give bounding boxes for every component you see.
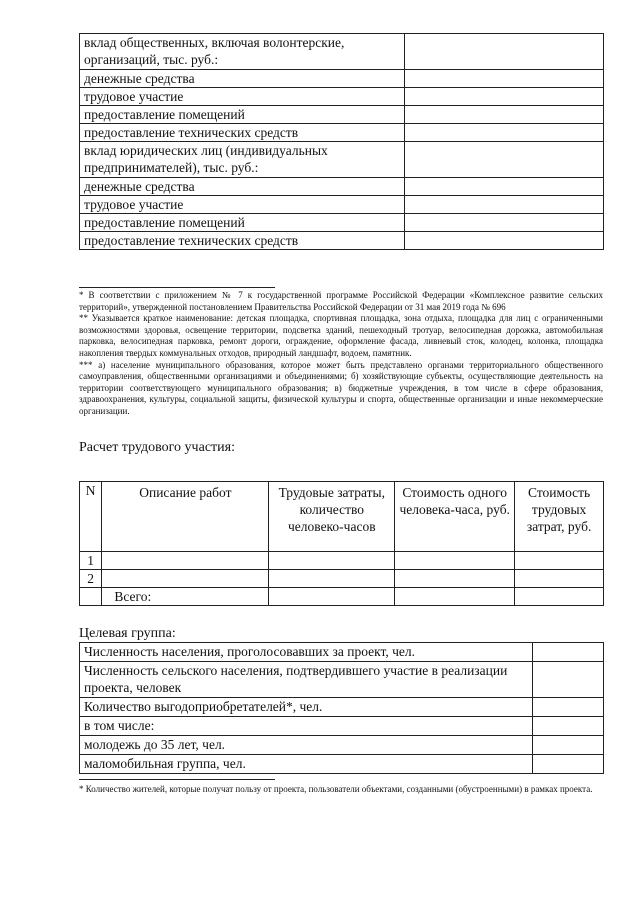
table-row — [80, 196, 604, 214]
target-group-table — [79, 642, 604, 774]
table-row — [80, 142, 604, 178]
total-cost-cell[interactable] — [515, 570, 604, 588]
row-label: Численность населения, проголосовавших за проект, чел. — [80, 643, 533, 662]
header-n: N — [80, 482, 102, 552]
total-cost-cell[interactable] — [515, 552, 604, 570]
table-row — [80, 124, 604, 142]
labor-table — [79, 481, 604, 606]
row-value-cell[interactable] — [532, 698, 603, 717]
table-row — [80, 643, 604, 662]
row-value-cell[interactable] — [405, 232, 604, 250]
row-value-cell[interactable] — [405, 124, 604, 142]
row-label: вклад общественных, включая волонтерские, организаций, тыс. руб.: — [80, 34, 405, 70]
row-value-cell[interactable] — [405, 88, 604, 106]
row-label: предоставление технических средств — [80, 232, 405, 250]
row-value-cell[interactable] — [405, 106, 604, 124]
contributions-table — [79, 33, 604, 250]
table-row — [80, 736, 604, 755]
row-value-cell[interactable] — [405, 142, 604, 178]
row-value-cell[interactable] — [405, 70, 604, 88]
footnotes-bottom — [79, 783, 603, 795]
table-row — [80, 662, 604, 698]
header-description: Описание работ — [102, 482, 269, 552]
total-labor-costs-cell[interactable] — [269, 588, 395, 606]
row-number: 2 — [80, 570, 102, 588]
row-label: молодежь до 35 лет, чел. — [80, 736, 533, 755]
table-row — [80, 552, 604, 570]
row-label: денежные средства — [80, 70, 405, 88]
row-label: вклад юридических лиц (индивидуальных предпринимателей), тыс. руб.: — [80, 142, 405, 178]
table-total-row — [80, 588, 604, 606]
row-label: предоставление технических средств — [80, 124, 405, 142]
target-group-caption: Целевая группа: — [79, 626, 176, 641]
row-value-cell[interactable] — [405, 34, 604, 70]
total-cost-sum-cell[interactable] — [515, 588, 604, 606]
table-row — [80, 214, 604, 232]
table-row — [80, 698, 604, 717]
footnote-divider — [79, 287, 275, 288]
row-label: предоставление помещений — [80, 214, 405, 232]
row-value-cell[interactable] — [532, 662, 603, 698]
footnote: ** Указывается краткое наименование: детская площадка, спортивная площадка, зона отдыха, площадка для лиц с ограниченными возможностями здоровья, освещение территории, подсветка зданий, пешеходный тротуар, велосипедная дорожка, автомобильная парковка, велосипедная парковка, ремонт дороги, ограждение, оформление фасада, ливневый сток, колодец, колонка, площадка накопления твердых коммунальных отходов, природный ландшафт, водоем, памятник. — [79, 313, 603, 358]
description-cell[interactable] — [102, 552, 269, 570]
table-row — [80, 232, 604, 250]
row-value-cell[interactable] — [405, 214, 604, 232]
row-label: трудовое участие — [80, 88, 405, 106]
row-value-cell[interactable] — [405, 178, 604, 196]
table-row — [80, 34, 604, 70]
row-value-cell[interactable] — [532, 643, 603, 662]
table-row — [80, 106, 604, 124]
total-hour-cost-cell[interactable] — [395, 588, 515, 606]
row-label: маломобильная группа, чел. — [80, 755, 533, 774]
description-cell[interactable] — [102, 570, 269, 588]
table-row — [80, 755, 604, 774]
row-label: Количество выгодоприобретателей*, чел. — [80, 698, 533, 717]
row-label: денежные средства — [80, 178, 405, 196]
total-number-cell — [80, 588, 102, 606]
row-label: Численность сельского населения, подтвердившего участие в реализации проекта, человек — [80, 662, 533, 698]
table-header-row — [80, 482, 604, 552]
labor-costs-cell[interactable] — [269, 570, 395, 588]
row-value-cell[interactable] — [532, 755, 603, 774]
table-row — [80, 717, 604, 736]
footnotes-top — [79, 290, 603, 418]
header-labor-costs: Трудовые затраты, количество человеко-часов — [269, 482, 395, 552]
row-value-cell[interactable] — [532, 717, 603, 736]
footnote-divider — [79, 779, 275, 780]
hour-cost-cell[interactable] — [395, 552, 515, 570]
footnote: * В соответствии с приложением № 7 к государственной программе Российской Федерации «Комплексное развитие сельских территорий», утвержденной постановлением Правительства Российской Федерации от 31 мая 2019 года № 696 — [79, 290, 603, 312]
header-hour-cost: Стоимость одного человека-часа, руб. — [395, 482, 515, 552]
row-value-cell[interactable] — [532, 736, 603, 755]
header-total-cost: Стоимость трудовых затрат, руб. — [515, 482, 604, 552]
table-row — [80, 70, 604, 88]
labor-table-caption: Расчет трудового участия: — [79, 440, 235, 455]
table-row — [80, 88, 604, 106]
row-label: предоставление помещений — [80, 106, 405, 124]
row-label: трудовое участие — [80, 196, 405, 214]
row-number: 1 — [80, 552, 102, 570]
hour-cost-cell[interactable] — [395, 570, 515, 588]
row-label: в том числе: — [80, 717, 533, 736]
total-label: Всего: — [102, 588, 269, 606]
table-row — [80, 570, 604, 588]
row-value-cell[interactable] — [405, 196, 604, 214]
footnote: * Количество жителей, которые получат пользу от проекта, пользователи объектами, созданными (обустроенными) в рамках проекта. — [79, 784, 593, 794]
footnote: *** а) население муниципального образования, которое может быть представлено органами территориального общественного самоуправления, общественными организациями и объединениями; б) хозяйствующие субъекты, осуществляющие деятельность на территории соответствующего муниципального образования; в) бюджетные учреждения, в том числе в сфере образования, здравоохранения, культуры, социальной защиты, физической культуры и спорта, общественные организации и иные некоммерческие организации. — [79, 359, 603, 416]
table-row — [80, 178, 604, 196]
labor-costs-cell[interactable] — [269, 552, 395, 570]
